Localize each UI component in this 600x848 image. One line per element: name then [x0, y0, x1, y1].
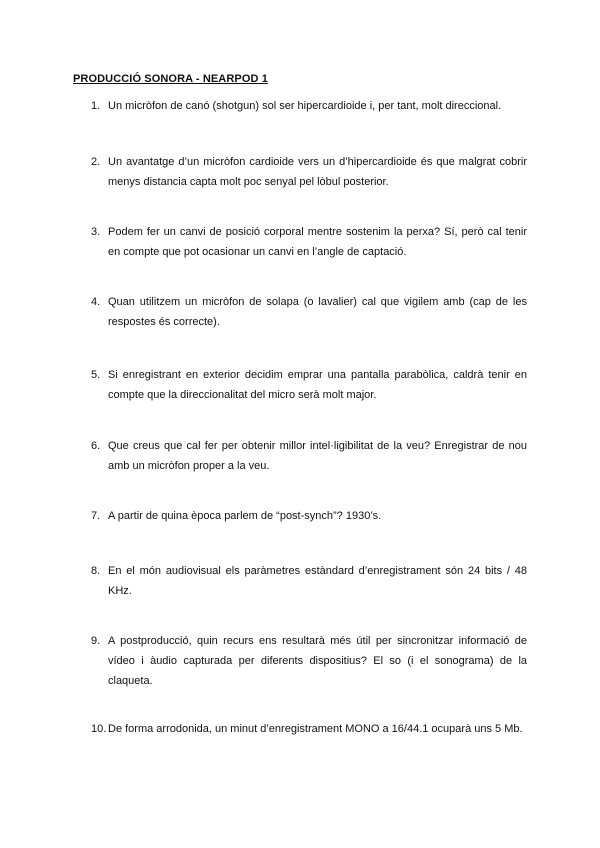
page-title: PRODUCCIÓ SONORA - NEARPOD 1	[73, 73, 268, 85]
item-number: 10.	[91, 723, 107, 735]
item-text: Un avantatge d’un micròfon cardioide vers un d’hipercardioide és que malgrat cobrir menys distancia capta molt poc senyal pel lòbul posterior.	[108, 156, 527, 188]
item-number: 2.	[91, 156, 101, 168]
item-number: 6.	[91, 440, 101, 452]
item-text: De forma arrodonida, un minut d’enregistrament MONO a 16/44.1 ocuparà uns 5 Mb.	[108, 723, 523, 735]
item-number: 9.	[91, 635, 101, 647]
list-item	[91, 365, 527, 405]
list-item	[91, 719, 527, 739]
item-number: 5.	[91, 369, 101, 381]
item-text: Quan utilitzem un micròfon de solapa (o lavalier) cal que vigilem amb (cap de les respostes és correcte).	[108, 296, 527, 328]
item-text: A postproducció, quin recurs ens resultarà més útil per sincronitzar informació de vídeo i àudio capturada per diferents dispositius? El so (i el sonograma) de la claqueta.	[108, 635, 527, 687]
item-text: Si enregistrant en exterior decidim emprar una pantalla parabòlica, caldrà tenir en compte que la direccionalitat del micro serà molt major.	[108, 369, 527, 401]
list-item	[91, 506, 527, 526]
list-item	[91, 152, 527, 192]
list-item	[91, 96, 527, 116]
item-text: En el món audiovisual els paràmetres estàndard d’enregistrament són 24 bits / 48 KHz.	[108, 565, 527, 597]
item-number: 4.	[91, 296, 101, 308]
list-item	[91, 561, 527, 601]
list-item	[91, 222, 527, 262]
item-number: 3.	[91, 226, 101, 238]
list-item	[91, 292, 527, 332]
item-text: Podem fer un canvi de posició corporal mentre sostenim la perxa? Sí, però cal tenir en compte que pot ocasionar un canvi en l’angle de captació.	[108, 226, 527, 258]
item-number: 7.	[91, 510, 101, 522]
item-number: 1.	[91, 100, 101, 112]
item-number: 8.	[91, 565, 101, 577]
list-item	[91, 631, 527, 691]
item-text: Que creus que cal fer per obtenir millor intel·ligibilitat de la veu? Enregistrar de nou amb un micròfon proper a la veu.	[108, 440, 527, 472]
list-item	[91, 436, 527, 476]
item-text: Un micròfon de canó (shotgun) sol ser hipercardioide i, per tant, molt direccional.	[108, 100, 502, 112]
item-text: A partir de quina època parlem de “post-synch”? 1930’s.	[108, 510, 382, 522]
